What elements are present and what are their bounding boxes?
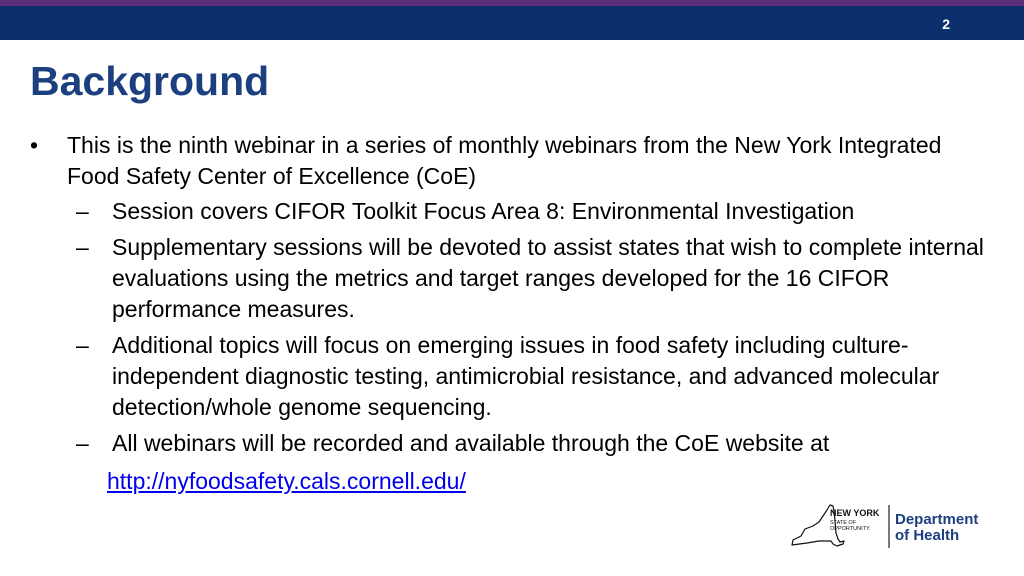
- dash-marker: –: [76, 332, 89, 358]
- slide-number: 2: [942, 16, 950, 32]
- slide-content: [30, 130, 1000, 497]
- logo-tagline-line2: OPPORTUNITY.: [830, 526, 871, 532]
- bullet-text: This is the ninth webinar in a series of monthly webinars from the New York Integrated Food Safety Center of Excellence (CoE): [67, 132, 942, 189]
- bullet-marker: •: [30, 132, 39, 158]
- dash-marker: –: [76, 234, 89, 260]
- logo-tagline-line1: STATE OF: [830, 520, 857, 526]
- dash-marker: –: [76, 430, 89, 456]
- logo-department-line2: of Health: [895, 527, 960, 544]
- sub-item-recordings: [30, 428, 1000, 459]
- sub-item-additional-topics: [30, 330, 1000, 423]
- sub-item-text: All webinars will be recorded and available through the CoE website at: [112, 430, 830, 456]
- logo-graphic: [789, 502, 989, 552]
- slide-title: Background: [30, 58, 270, 104]
- sub-item-text: Additional topics will focus on emerging issues in food safety including culture-independent diagnostic testing, antimicrobial resistance, and advanced molecular detection/whole genome sequencing.: [112, 332, 940, 420]
- bullet-item: [30, 130, 1000, 192]
- coe-website-link[interactable]: http://nyfoodsafety.cals.cornell.edu/: [107, 468, 466, 494]
- logo-department-line1: Department: [895, 511, 979, 528]
- logo-state-name: NEW YORK: [830, 508, 880, 518]
- sub-item-text: Session covers CIFOR Toolkit Focus Area 8: Environmental Investigation: [112, 198, 855, 224]
- sub-item-supplementary: [30, 232, 1000, 325]
- sub-item-text: Supplementary sessions will be devoted to assist states that wish to complete internal evaluations using the metrics and target ranges developed for the 16 CIFOR performance measures.: [112, 234, 984, 322]
- dash-marker: –: [76, 198, 89, 224]
- sub-item-session: [30, 196, 1000, 227]
- header-bar: [0, 6, 1024, 40]
- nys-department-of-health-logo: [789, 502, 989, 552]
